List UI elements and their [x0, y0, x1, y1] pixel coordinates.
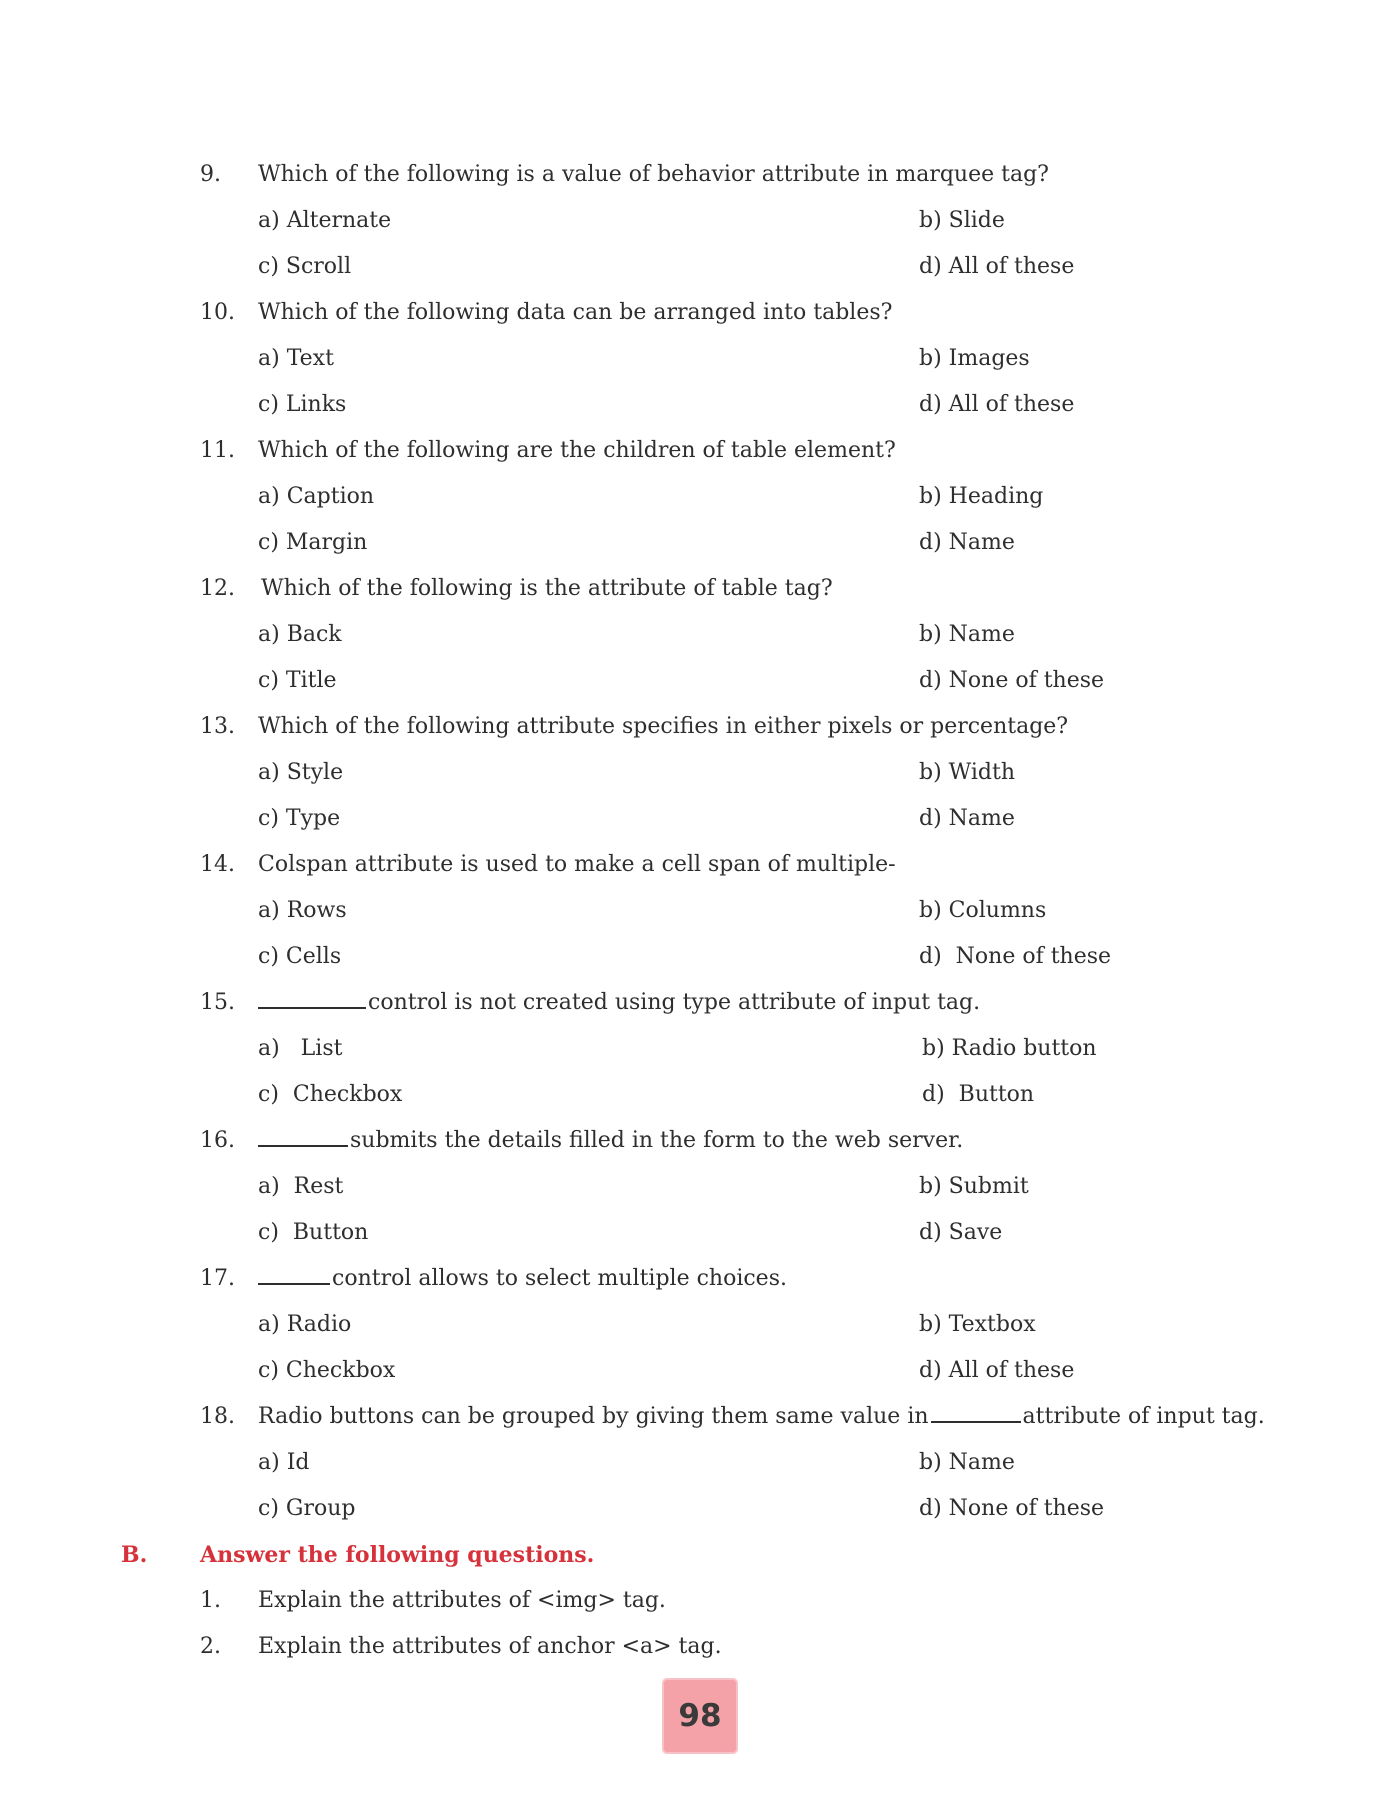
question-number: 9.	[200, 162, 221, 187]
question-number: 10.	[200, 300, 235, 325]
option-c: c) Title	[258, 668, 337, 693]
option-d: d) All of these	[919, 1358, 1075, 1383]
answer-blank	[931, 1403, 1021, 1423]
question-text: Explain the attributes of <img> tag.	[258, 1588, 666, 1613]
question-number: 12.	[200, 576, 235, 601]
section-title: Answer the following questions.	[200, 1542, 595, 1568]
option-d: d) All of these	[919, 254, 1075, 279]
question-text-row	[258, 1402, 1265, 1432]
question-number: 11.	[200, 438, 235, 463]
option-c: c) Group	[258, 1496, 356, 1521]
option-b: b) Columns	[919, 898, 1047, 923]
question-number: 2.	[200, 1634, 221, 1659]
option-b: b) Width	[919, 760, 1016, 785]
answer-blank	[258, 989, 366, 1009]
option-c: c) Button	[258, 1220, 369, 1245]
question-text: Which of the following are the children of table element?	[258, 438, 896, 463]
page-number: 98	[678, 1698, 722, 1734]
option-c: c) Links	[258, 392, 347, 417]
option-a: a) Alternate	[258, 208, 392, 233]
question-number: 18.	[200, 1404, 235, 1429]
option-c: c) Cells	[258, 944, 342, 969]
question-text-row	[258, 1126, 963, 1156]
answer-blank	[258, 1265, 330, 1285]
question-number: 16.	[200, 1128, 235, 1153]
question-text: control allows to select multiple choices.	[332, 1266, 787, 1291]
question-number: 14.	[200, 852, 235, 877]
question-text: Which of the following attribute specifies in either pixels or percentage?	[258, 714, 1069, 739]
option-a: a) Style	[258, 760, 344, 785]
option-a: a) Caption	[258, 484, 375, 509]
option-c: c) Scroll	[258, 254, 352, 279]
option-b: b) Name	[919, 1450, 1015, 1475]
question-number: 17.	[200, 1266, 235, 1291]
option-d: d) Name	[919, 530, 1015, 555]
option-b: b) Submit	[919, 1174, 1029, 1199]
option-d: d) Save	[919, 1220, 1003, 1245]
option-c: c) Checkbox	[258, 1082, 403, 1107]
page-number-badge	[664, 1680, 736, 1752]
question-text-end: attribute of input tag.	[1022, 1404, 1265, 1429]
option-a: a) Id	[258, 1450, 310, 1475]
question-text-row	[258, 1264, 787, 1294]
question-text: Which of the following is a value of behavior attribute in marquee tag?	[258, 162, 1049, 187]
option-a: a) Radio	[258, 1312, 352, 1337]
question-number: 13.	[200, 714, 235, 739]
option-a: a) List	[258, 1036, 343, 1061]
option-a: a) Back	[258, 622, 342, 647]
option-b: b) Name	[919, 622, 1015, 647]
question-number: 15.	[200, 990, 235, 1015]
option-d: d) Name	[919, 806, 1015, 831]
option-b: b) Slide	[919, 208, 1005, 233]
question-text: Colspan attribute is used to make a cell span of multiple-	[258, 852, 896, 877]
question-text: Which of the following is the attribute of table tag?	[261, 576, 833, 601]
option-d: d) None of these	[919, 944, 1112, 969]
option-c: c) Type	[258, 806, 341, 831]
question-text: Radio buttons can be grouped by giving them same value in	[258, 1404, 929, 1429]
question-text: Which of the following data can be arranged into tables?	[258, 300, 893, 325]
option-a: a) Rest	[258, 1174, 344, 1199]
option-d: d) All of these	[919, 392, 1075, 417]
question-text-row	[258, 988, 980, 1018]
option-a: a) Text	[258, 346, 334, 371]
option-d: d) None of these	[919, 668, 1105, 693]
option-b: b) Textbox	[919, 1312, 1036, 1337]
question-text: control is not created using type attribute of input tag.	[368, 990, 981, 1015]
option-d: d) Button	[922, 1082, 1035, 1107]
option-b: b) Radio button	[922, 1036, 1097, 1061]
question-text: Explain the attributes of anchor <a> tag.	[258, 1634, 722, 1659]
option-a: a) Rows	[258, 898, 347, 923]
section-letter: B.	[121, 1542, 148, 1568]
option-c: c) Margin	[258, 530, 368, 555]
question-text: submits the details filled in the form to the web server.	[350, 1128, 964, 1153]
question-number: 1.	[200, 1588, 221, 1613]
answer-blank	[258, 1127, 348, 1147]
option-c: c) Checkbox	[258, 1358, 396, 1383]
option-b: b) Heading	[919, 484, 1044, 509]
option-d: d) None of these	[919, 1496, 1105, 1521]
option-b: b) Images	[919, 346, 1030, 371]
